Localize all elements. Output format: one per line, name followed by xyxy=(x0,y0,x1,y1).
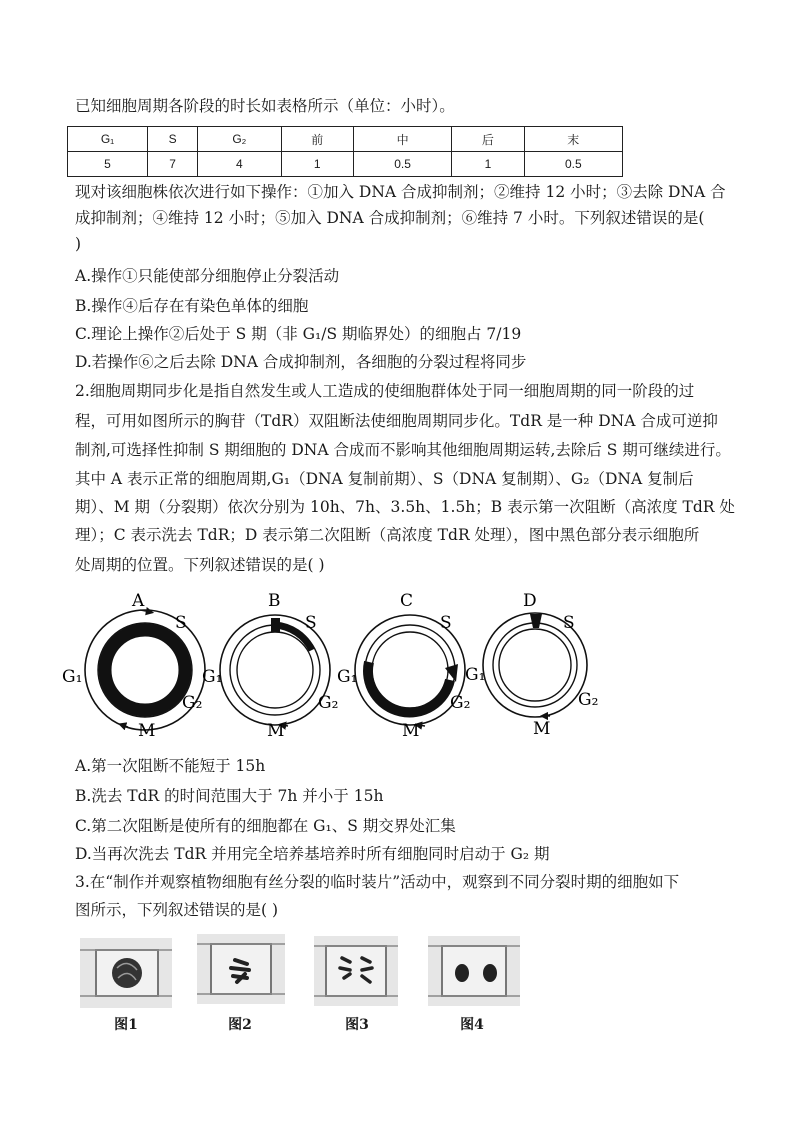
phase-label-m: M xyxy=(138,721,156,740)
table-header-cell: S xyxy=(148,127,198,152)
table-header-row xyxy=(68,127,623,152)
table-value-cell: 7 xyxy=(148,152,198,177)
cell-cycle-duration-table xyxy=(67,126,623,177)
phase-label-g2: G₂ xyxy=(182,693,203,713)
q2-stem-line: 期）、M 期（分裂期）依次分别为 10h、7h、3.5h、1.5h；B 表示第一次阻断（高浓度 TdR 处 xyxy=(75,498,735,516)
q2-stem-line: 其中 A 表示正常的细胞周期,G₁（DNA 复制前期）、S（DNA 复制期）、G₂（DNA 复制后 xyxy=(75,470,694,488)
table-value-cell: 0.5 xyxy=(524,152,622,177)
phase-label-s: S xyxy=(305,613,317,633)
phase-label-m: M xyxy=(533,719,551,739)
figure-caption-1: 图1 xyxy=(114,1017,138,1033)
table-value-cell: 5 xyxy=(68,152,148,177)
q1-option-a: A.操作①只能使部分细胞停止分裂活动 xyxy=(75,267,340,285)
phase-label-g2: G₂ xyxy=(450,693,471,713)
table-header-cell: 末 xyxy=(524,127,622,152)
table-value-row xyxy=(68,152,623,177)
table-header-cell: 后 xyxy=(452,127,524,152)
q2-option-d: D.当再次洗去 TdR 并用完全培养基培养时所有细胞同时启动于 G₂ 期 xyxy=(75,845,550,863)
diagram-panel-b xyxy=(202,591,338,740)
q2-option-c: C.第二次阻断是使所有的细胞都在 G₁、S 期交界处汇集 xyxy=(75,817,456,835)
intro-text: 已知细胞周期各阶段的时长如表格所示（单位：小时）。 xyxy=(75,97,455,115)
q2-stem-line: 2.细胞周期同步化是指自然发生或人工造成的使细胞群体处于同一细胞周期的同一阶段的过 xyxy=(75,382,695,400)
q1-option-d: D.若操作⑥之后去除 DNA 合成抑制剂，各细胞的分裂过程将同步 xyxy=(75,353,527,371)
diagram-label-c: C xyxy=(400,591,414,611)
phase-label-g1: G₁ xyxy=(465,665,486,685)
table-value-cell: 4 xyxy=(198,152,281,177)
diagram-label-b: B xyxy=(268,591,281,611)
q1-stem-line: 现对该细胞株依次进行如下操作：①加入 DNA 合成抑制剂；②维持 12 小时；③去除 DNA 合 xyxy=(75,183,726,201)
table-header-cell: G₁ xyxy=(68,127,148,152)
phase-label-g2: G₂ xyxy=(578,690,599,710)
table-header-cell: 前 xyxy=(281,127,353,152)
q3-stem-line: 图所示，下列叙述错误的是( ) xyxy=(75,901,279,919)
q2-option-b: B.洗去 TdR 的时间范围大于 7h 并小于 15h xyxy=(75,787,384,805)
q3-stem-line: 3.在“制作并观察植物细胞有丝分裂的临时装片”活动中，观察到不同分裂时期的细胞如下 xyxy=(75,873,680,891)
diagram-label-a: A xyxy=(132,591,145,611)
micrograph-1 xyxy=(80,938,172,1008)
q1-option-b: B.操作④后存在有染色单体的细胞 xyxy=(75,297,309,315)
q2-stem-line: 理）；C 表示洗去 TdR；D 表示第二次阻断（高浓度 TdR 处理），图中黑色部分表示细胞所 xyxy=(75,526,700,544)
phase-label-m: M xyxy=(267,721,285,740)
phase-label-s: S xyxy=(440,613,452,633)
phase-label-s: S xyxy=(563,613,575,633)
phase-label-g1: G₁ xyxy=(62,667,83,687)
figure-caption-2: 图2 xyxy=(228,1017,252,1033)
q1-stem-line: 成抑制剂；④维持 12 小时；⑤加入 DNA 合成抑制剂；⑥维持 7 小时。下列叙述错误的是( xyxy=(75,209,705,227)
table-header-cell: 中 xyxy=(353,127,451,152)
q2-stem-line: 程，可用如图所示的胸苷（TdR）双阻断法使细胞周期同步化。TdR 是一种 DNA 合成可逆抑 xyxy=(75,412,718,430)
phase-label-g1: G₁ xyxy=(337,667,358,687)
phase-label-s: S xyxy=(175,613,187,633)
micrograph-2 xyxy=(197,934,285,1004)
cell-cycle-diagram xyxy=(60,590,620,740)
diagram-panel-c xyxy=(337,591,470,740)
diagram-panel-a xyxy=(62,591,205,740)
q2-option-a: A.第一次阻断不能短于 15h xyxy=(75,757,266,775)
micrograph-3 xyxy=(314,936,398,1006)
figure-caption-4: 图4 xyxy=(460,1017,484,1033)
q1-option-c: C.理论上操作②后处于 S 期（非 G₁/S 期临界处）的细胞占 7/19 xyxy=(75,325,522,343)
diagram-panel-d xyxy=(465,591,598,739)
table-value-cell: 0.5 xyxy=(353,152,451,177)
micrograph-4 xyxy=(428,936,520,1006)
phase-label-g2: G₂ xyxy=(318,693,339,713)
phase-label-g1: G₁ xyxy=(202,667,223,687)
phase-label-m: M xyxy=(402,721,420,740)
diagram-label-d: D xyxy=(523,591,537,611)
q2-stem-line: 处周期的位置。下列叙述错误的是( ) xyxy=(75,556,325,574)
table-value-cell: 1 xyxy=(281,152,353,177)
q1-stem-line: ) xyxy=(75,235,82,253)
figure-caption-3: 图3 xyxy=(345,1017,369,1033)
q2-stem-line: 制剂,可选择性抑制 S 期细胞的 DNA 合成而不影响其他细胞周期运转,去除后 S 期可继续进行。 xyxy=(75,441,731,459)
table-header-cell: G₂ xyxy=(198,127,281,152)
table-value-cell: 1 xyxy=(452,152,524,177)
